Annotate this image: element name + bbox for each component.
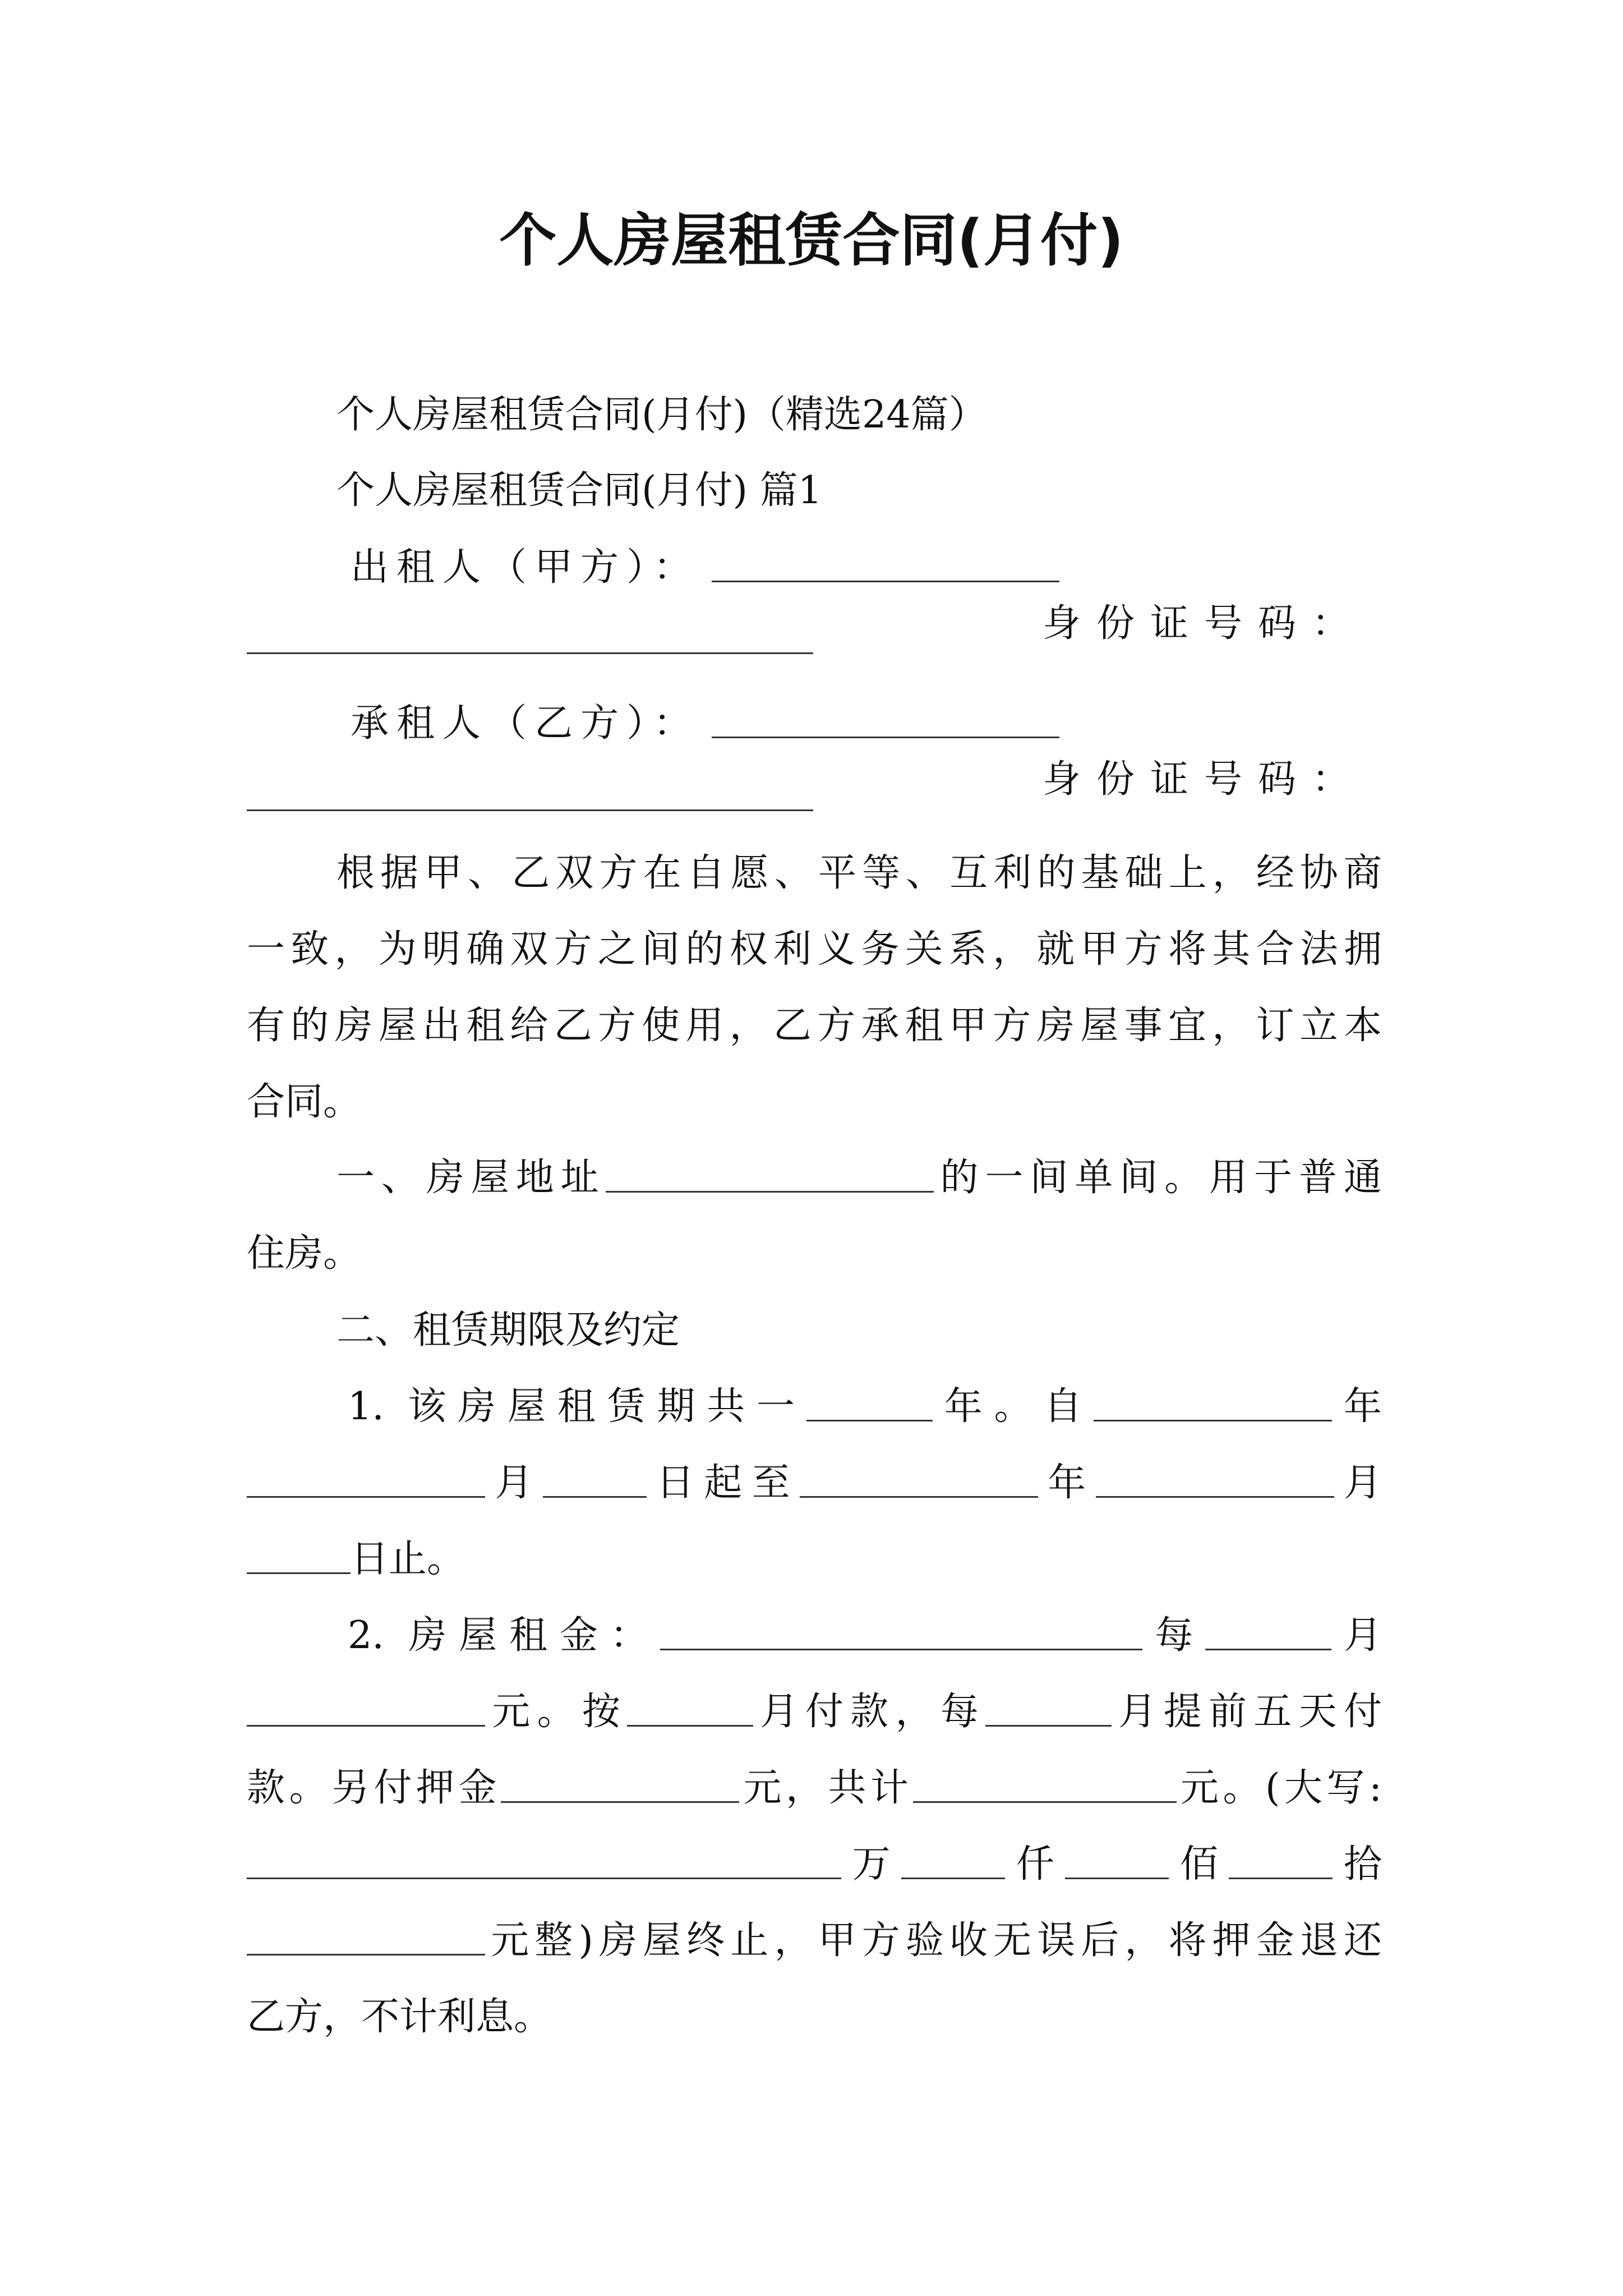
- intro-line: 合同。: [247, 1080, 362, 1124]
- rent-text: 款。另付押金: [247, 1766, 501, 1810]
- bai-blank: [1065, 1843, 1169, 1879]
- term-heading: 二、租赁期限及约定: [336, 1308, 680, 1352]
- intro-line: 一致，为明确双方之间的权利义务关系，就甲方将其合法拥: [247, 927, 1382, 972]
- rent-text: 月付款，每: [753, 1690, 986, 1734]
- end-year-blank: [800, 1461, 1038, 1498]
- document-title: 个人房屋租赁合同(月付): [499, 208, 1124, 274]
- rent-line-4: [247, 1837, 1382, 1893]
- deposit-blank: [501, 1766, 739, 1803]
- pay-interval-blank: [985, 1690, 1112, 1727]
- rent-text: 拾: [1332, 1842, 1382, 1887]
- term-text: 年: [1038, 1461, 1096, 1505]
- lessor-line: [351, 540, 1366, 646]
- lessor-id-label: 身份证号码：: [1042, 601, 1366, 646]
- term-text: 日止。: [351, 1537, 465, 1581]
- rent-line-5: [247, 1913, 1382, 1969]
- rent-text: 2. 房屋租金：: [348, 1613, 661, 1658]
- term-text: 日起至: [646, 1461, 800, 1505]
- term-text: 年。自: [932, 1384, 1094, 1429]
- rent-text: 月: [1331, 1613, 1382, 1658]
- intro-line: 有的房屋出租给乙方使用，乙方承租甲方房屋事宜，订立本: [247, 1004, 1382, 1048]
- intro-line: 根据甲、乙双方在自愿、平等、互利的基础上，经协商: [336, 851, 1382, 895]
- rent-text: 元，共计: [739, 1766, 913, 1810]
- qian-blank: [901, 1843, 1005, 1879]
- address-blank: [606, 1156, 934, 1193]
- term-text: 月: [1334, 1461, 1382, 1505]
- section-heading: 个人房屋租赁合同(月付) 篇1: [336, 468, 822, 513]
- address-line: [336, 1150, 1382, 1206]
- lessee-id-blank: [247, 781, 813, 811]
- lessor-label: 出租人（甲方）：: [351, 545, 700, 590]
- lessor-id-blank: [247, 624, 813, 654]
- end-month-blank: [1096, 1461, 1334, 1498]
- start-month-blank: [247, 1461, 485, 1498]
- term-line-1: [348, 1379, 1382, 1435]
- total-blank: [913, 1766, 1177, 1803]
- rent-amount-blank: [660, 1614, 1142, 1650]
- lessee-id-line: [247, 769, 1382, 802]
- term-line-2: [247, 1455, 1382, 1511]
- rent-text: 仟: [1005, 1842, 1066, 1887]
- rent-text: 佰: [1169, 1842, 1229, 1887]
- term-years-blank: [806, 1385, 933, 1421]
- rent-text: 元整)房屋终止，甲方验收无误后，将押金退还: [485, 1918, 1382, 1963]
- lessee-line: [351, 696, 1366, 802]
- rent-text: 元。按: [485, 1690, 628, 1734]
- rent-text: 元。(大写:: [1176, 1766, 1382, 1810]
- yuan-blank: [247, 1919, 485, 1955]
- lessor-name-blank: [712, 546, 1059, 582]
- lessee-name-blank: [712, 702, 1059, 738]
- term-text: 1. 该房屋租赁期共一: [348, 1384, 806, 1429]
- end-day-blank: [247, 1538, 351, 1574]
- address-cont: 住房。: [247, 1231, 362, 1276]
- rent-line-1: [348, 1608, 1382, 1664]
- term-line-3: [247, 1531, 1382, 1588]
- rent-text: 每: [1142, 1613, 1206, 1658]
- address-label: 一、房屋地址: [336, 1156, 606, 1200]
- lessor-id-line: [247, 611, 1382, 645]
- start-year-blank: [1094, 1385, 1332, 1421]
- lessee-id-label: 身份证号码：: [1042, 757, 1366, 802]
- shi-blank: [1229, 1843, 1332, 1879]
- rent-yuan-blank: [247, 1690, 485, 1727]
- pay-months-blank: [627, 1690, 753, 1727]
- rent-line-6: 乙方，不计利息。: [247, 1995, 552, 2039]
- rent-text: 万: [841, 1842, 902, 1887]
- rent-line-3: [247, 1760, 1382, 1816]
- rent-text: 月提前五天付: [1112, 1690, 1382, 1734]
- lessee-label: 承租人（乙方）：: [351, 701, 700, 746]
- rent-line-2: [247, 1684, 1382, 1740]
- rent-period-blank: [1205, 1614, 1331, 1650]
- wan-blank: [247, 1843, 841, 1879]
- term-text: 年: [1332, 1384, 1382, 1429]
- subtitle: 个人房屋租赁合同(月付)（精选24篇）: [336, 393, 987, 437]
- term-text: 月: [485, 1461, 543, 1505]
- address-suffix: 的一间单间。用于普通: [933, 1156, 1382, 1200]
- start-day-blank: [543, 1461, 647, 1498]
